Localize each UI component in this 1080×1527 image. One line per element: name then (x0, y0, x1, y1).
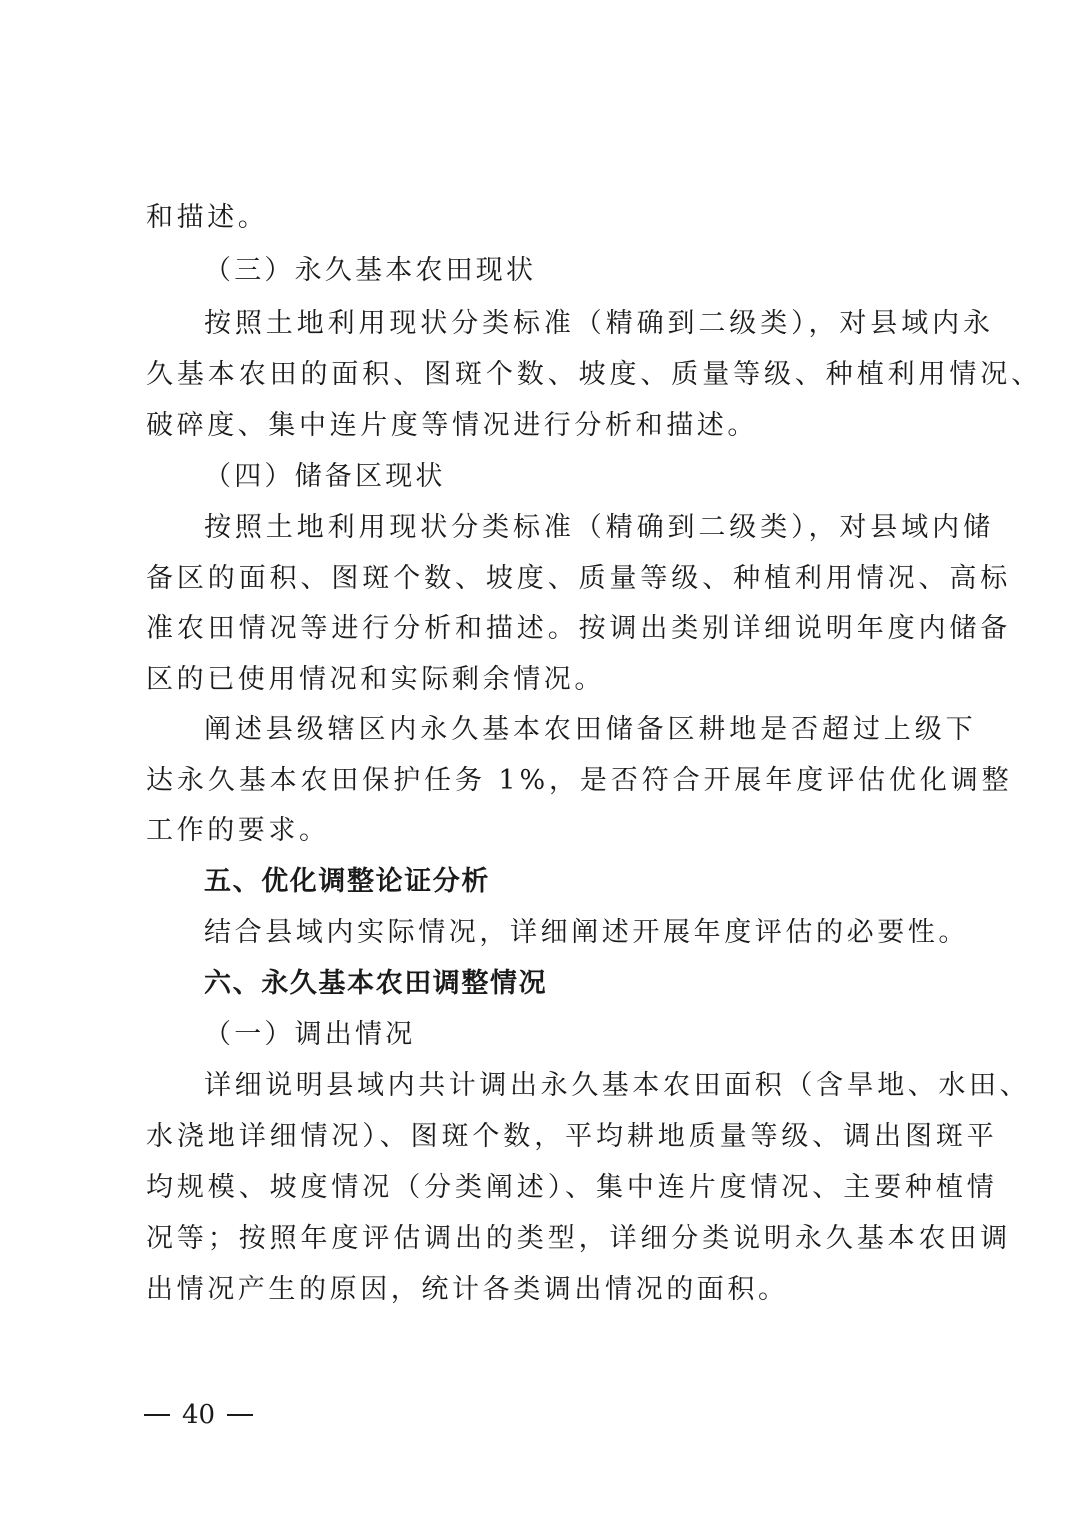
section-heading-5: 五、优化调整论证分析 (204, 866, 490, 897)
subheading-removal-status: （一）调出情况 (204, 1019, 416, 1050)
subheading-permanent-farmland-status: （三）永久基本农田现状 (204, 255, 537, 286)
page-number-value: 40 (182, 1400, 216, 1430)
paragraph-line: 出情况产生的原因，统计各类调出情况的面积。 (146, 1274, 789, 1305)
paragraph-line: 久基本农田的面积、图斑个数、坡度、质量等级、种植利用情况、 (146, 359, 1043, 390)
paragraph-line: 准农田情况等进行分析和描述。按调出类别详细说明年度内储备 (146, 613, 1012, 644)
paragraph-line: 和描述。 (146, 202, 269, 233)
paragraph-line: 按照土地利用现状分类标准（精确到二级类），对县域内储 (204, 512, 994, 543)
paragraph-line: 水浇地详细情况）、图斑个数，平均耕地质量等级、调出图斑平 (146, 1121, 998, 1152)
dash-left (144, 1414, 170, 1416)
subheading-reserve-area-status: （四）储备区现状 (204, 461, 446, 492)
page-number (144, 1395, 253, 1435)
paragraph-line: 按照土地利用现状分类标准（精确到二级类），对县域内永 (204, 308, 994, 339)
paragraph-line: 详细说明县域内共计调出永久基本农田面积（含旱地、水田、 (204, 1070, 1031, 1101)
paragraph-line: 备区的面积、图斑个数、坡度、质量等级、种植利用情况、高标 (146, 563, 1012, 594)
paragraph-line: 达永久基本农田保护任务 1%，是否符合开展年度评估优化调整 (146, 765, 1013, 796)
section-heading-6: 六、永久基本农田调整情况 (204, 968, 548, 999)
dash-right (227, 1414, 253, 1416)
paragraph-line: 均规模、坡度情况（分类阐述）、集中连片度情况、主要种植情 (146, 1172, 998, 1203)
paragraph-line: 工作的要求。 (146, 815, 330, 846)
paragraph-line: 破碎度、集中连片度等情况进行分析和描述。 (146, 410, 758, 441)
paragraph-line: 结合县域内实际情况，详细阐述开展年度评估的必要性。 (204, 917, 969, 948)
paragraph-line: 区的已使用情况和实际剩余情况。 (146, 664, 605, 695)
paragraph-line: 阐述县级辖区内永久基本农田储备区耕地是否超过上级下 (204, 714, 977, 745)
paragraph-line: 况等；按照年度评估调出的类型，详细分类说明永久基本农田调 (146, 1223, 1012, 1254)
